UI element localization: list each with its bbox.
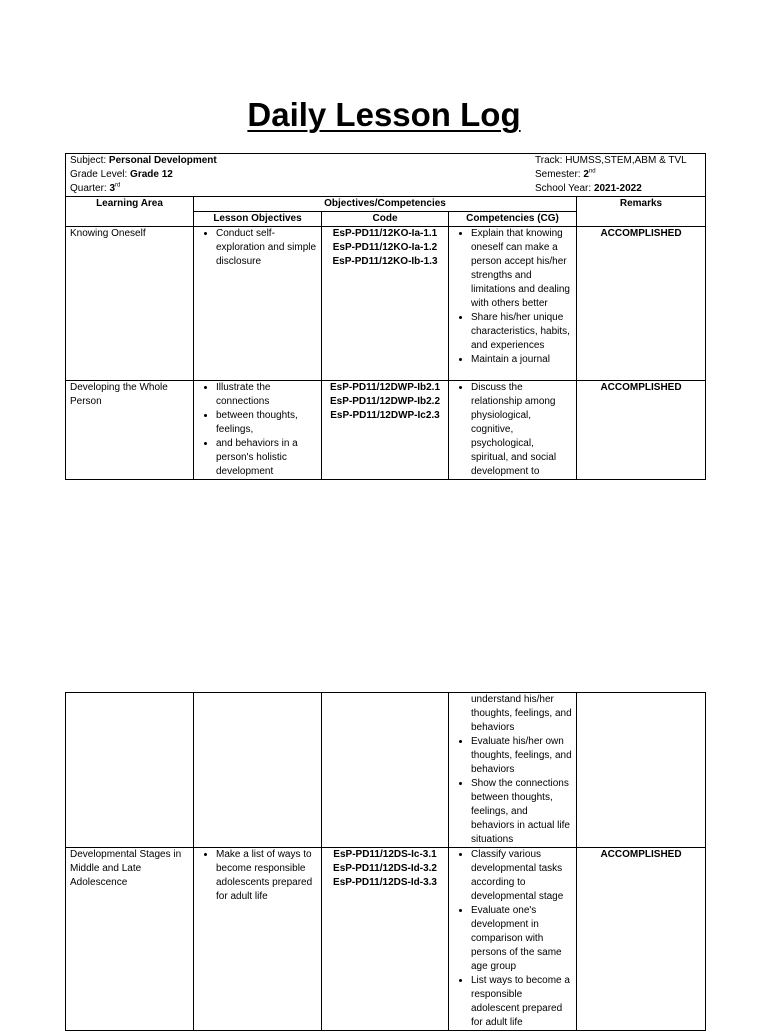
list-item: • Share his/her unique characteristics, habits, and experiences (471, 311, 572, 353)
school-year-field (535, 182, 701, 196)
code-item: EsP-PD11/12DS-Id-3.3 (333, 877, 437, 888)
objectives-competencies-header: Objectives/Competencies (194, 197, 577, 212)
school-year-value: 2021-2022 (593, 183, 642, 194)
code-item: EsP-PD11/12KO-Ia-1.2 (332, 242, 438, 253)
code-item: EsP-PD11/12KO-Ib-1.3 (332, 256, 438, 267)
learning-area-cell: Knowing Oneself (66, 227, 194, 381)
code-cell (322, 227, 449, 381)
code-cell (322, 693, 449, 848)
quarter-suffix: rd (115, 182, 121, 189)
list-item: • Illustrate the connections (216, 381, 317, 409)
semester-value: 2 (583, 169, 589, 180)
info-cell (66, 154, 706, 197)
code-item: EsP-PD11/12KO-Ia-1.1 (332, 228, 438, 239)
quarter-value: 3 (109, 183, 116, 194)
objectives-cell (194, 848, 322, 1031)
semester-field (535, 168, 701, 182)
quarter-label: Quarter: (70, 183, 110, 194)
list-item: • Maintain a journal (471, 353, 572, 367)
list-item: • Make a list of ways to become responsible adolescents prepared for adult life (216, 848, 317, 904)
code-item: EsP-PD11/12DWP-Ib2.1 (329, 382, 441, 393)
column-header-row (66, 197, 706, 212)
code-item: EsP-PD11/12DS-Ic-3.1 (333, 849, 437, 860)
list-item-continued: understand his/her thoughts, feelings, and behaviors (471, 694, 572, 733)
lesson-log-table (65, 153, 706, 480)
remark-cell (577, 693, 706, 848)
subject-field (70, 154, 370, 168)
learning-area-cell: Developmental Stages in Middle and Late Adolescence (66, 848, 194, 1031)
subject-label: Subject: (70, 155, 109, 166)
page-title: Daily Lesson Log (247, 96, 521, 133)
objectives-cell (194, 227, 322, 381)
list-item: • Evaluate his/her own thoughts, feelings, and behaviors (471, 735, 572, 777)
remarks-header: Remarks (577, 197, 706, 227)
semester-suffix: nd (588, 168, 596, 175)
table-row (66, 227, 706, 381)
list-item: • Conduct self-exploration and simple disclosure (216, 227, 317, 269)
track-value: HUMSS,STEM,ABM & TVL (565, 155, 687, 166)
remark-cell: ACCOMPLISHED (577, 227, 706, 381)
lesson-objectives-header: Lesson Objectives (194, 212, 322, 227)
lesson-log-table-continued (65, 692, 706, 1031)
competencies-cell (449, 227, 577, 381)
code-item: EsP-PD11/12DWP-Ib2.2 (329, 396, 441, 407)
objectives-cell (194, 381, 322, 480)
list-item: • Classify various developmental tasks according to developmental stage (471, 848, 572, 904)
competencies-cell (449, 693, 577, 848)
table-row (66, 848, 706, 1031)
list-item: • between thoughts, feelings, (216, 409, 317, 437)
competencies-cell (449, 381, 577, 480)
remark-cell: ACCOMPLISHED (577, 848, 706, 1031)
remark-cell: ACCOMPLISHED (577, 381, 706, 480)
table-row (66, 693, 706, 848)
list-item: • Discuss the relationship among physiological, cognitive, psychological, spiritual, and social development to (471, 381, 572, 479)
code-item: EsP-PD11/12DWP-Ic2.3 (330, 410, 440, 421)
learning-area-header: Learning Area (66, 197, 194, 227)
quarter-field (70, 182, 370, 196)
info-header-row (66, 154, 706, 197)
grade-value: Grade 12 (130, 169, 173, 180)
semester-label: Semester: (535, 169, 584, 180)
school-year-label: School Year: (535, 183, 594, 194)
list-item: • Evaluate one's development in comparison with persons of the same age group (471, 904, 572, 974)
competencies-header: Competencies (CG) (449, 212, 577, 227)
list-item: • Explain that knowing oneself can make a person accept his/her strengths and limitations and dealing with others better (471, 227, 572, 311)
learning-area-cell (66, 693, 194, 848)
code-item: EsP-PD11/12DS-Id-3.2 (333, 863, 437, 874)
list-item: • and behaviors in a person's holistic development (216, 437, 317, 479)
track-label: Track: (535, 155, 566, 166)
learning-area-cell: Developing the Whole Person (66, 381, 194, 480)
table-row (66, 381, 706, 480)
grade-label: Grade Level: (70, 169, 131, 180)
competencies-cell (449, 848, 577, 1031)
subject-value: Personal Development (108, 155, 217, 166)
code-cell (322, 381, 449, 480)
track-field (535, 154, 701, 168)
list-item: • Show the connections between thoughts, feelings, and behaviors in actual life situations (471, 777, 572, 847)
code-header: Code (322, 212, 449, 227)
grade-level-field (70, 168, 370, 182)
list-item: • List ways to become a responsible adolescent prepared for adult life (471, 974, 572, 1030)
code-cell (322, 848, 449, 1031)
objectives-cell (194, 693, 322, 848)
